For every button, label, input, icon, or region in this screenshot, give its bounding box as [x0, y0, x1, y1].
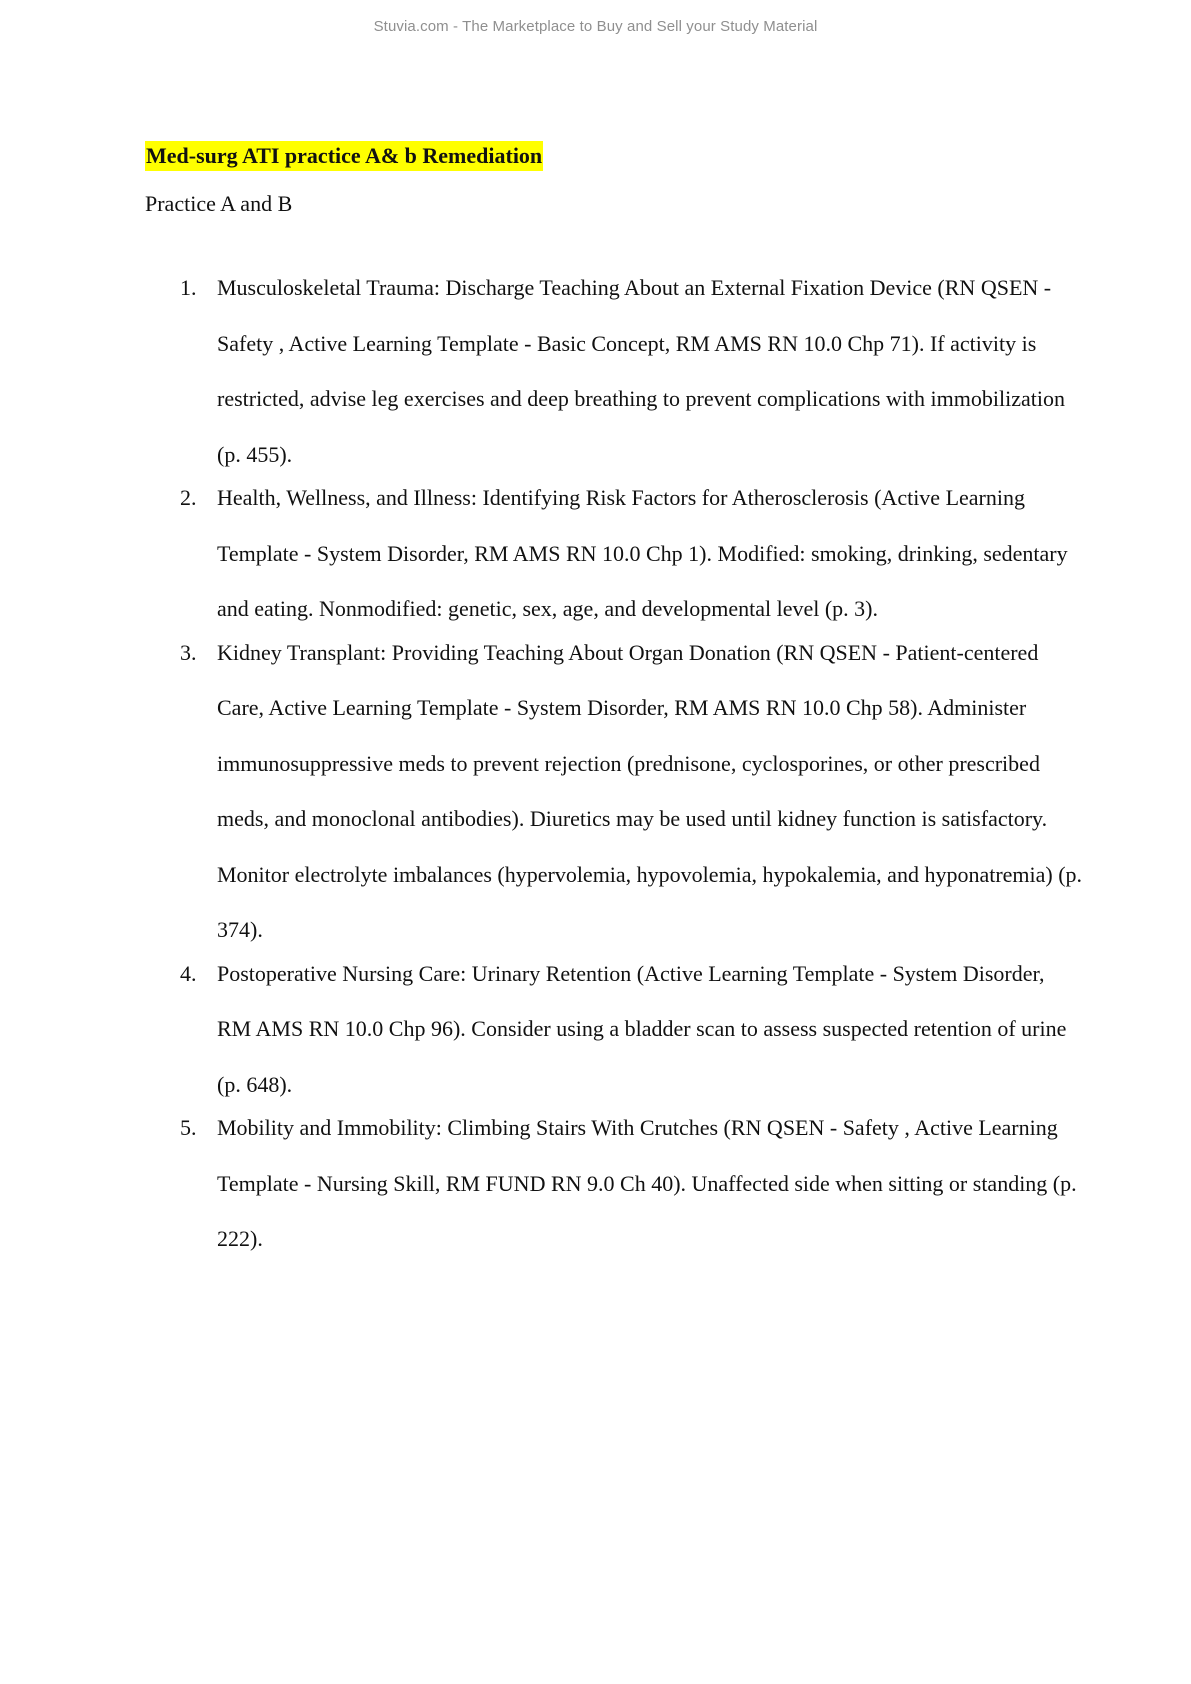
- list-item: [0, 470, 1191, 637]
- list-item-number: 3.: [180, 639, 197, 665]
- document-title: Med-surg ATI practice A& b Remediation: [145, 141, 543, 171]
- list-item-text: Musculoskeletal Trauma: Discharge Teaching About an External Fixation Device (RN QSEN - Safety , Active Learning Template - Basic Concept, RM AMS RN 10.0 Chp 71). If activity is restricted, advise leg exercises and deep breathing to prevent complications with immobilization (p. 455).: [217, 275, 1065, 467]
- list-item-text: Health, Wellness, and Illness: Identifying Risk Factors for Atherosclerosis (Active Learning Template - System Disorder, RM AMS RN 10.0 Chp 1). Modified: smoking, drinking, sedentary and eating. Nonmodified: genetic, sex, age, and developmental level (p. 3).: [217, 485, 1068, 621]
- watermark-header: Stuvia.com - The Marketplace to Buy and Sell your Study Material: [373, 18, 818, 35]
- list-item-number: 5.: [180, 1115, 197, 1140]
- list-item-text: Kidney Transplant: Providing Teaching About Organ Donation (RN QSEN - Patient-centered Care, Active Learning Template - System Disorder, RM AMS RN 10.0 Chp 58). Administer immunosuppressive meds to prevent rejection (prednisone, cyclosporines, or other prescribed meds, and monoclonal antibodies). Diuretics may be used until kidney function is satisfactory. Monitor electrolyte imbalances (hypervolemia, hypovolemia, hypokalemia, and hyponatremia) (p. 374).: [217, 639, 1083, 942]
- document-subtitle: Practice A and B: [145, 191, 293, 216]
- list-item-text: Postoperative Nursing Care: Urinary Retention (Active Learning Template - System Disorder, RM AMS RN 10.0 Chp 96). Consider using a bladder scan to assess suspected retention of urine (p. 648).: [217, 960, 1067, 1097]
- list-item: [0, 260, 1191, 482]
- list-item-number: 2.: [180, 485, 197, 510]
- list-item: [0, 946, 1191, 1113]
- list-item-number: 1.: [180, 275, 197, 300]
- list-item: [0, 1100, 1191, 1267]
- list-item-number: 4.: [180, 960, 197, 986]
- list-item-text: Mobility and Immobility: Climbing Stairs With Crutches (RN QSEN - Safety , Active Learning Template - Nursing Skill, RM FUND RN 9.0 Ch 40). Unaffected side when sitting or standing (p. 222).: [217, 1115, 1077, 1251]
- list-item: [0, 625, 1191, 958]
- remediation-list: [0, 260, 1191, 1267]
